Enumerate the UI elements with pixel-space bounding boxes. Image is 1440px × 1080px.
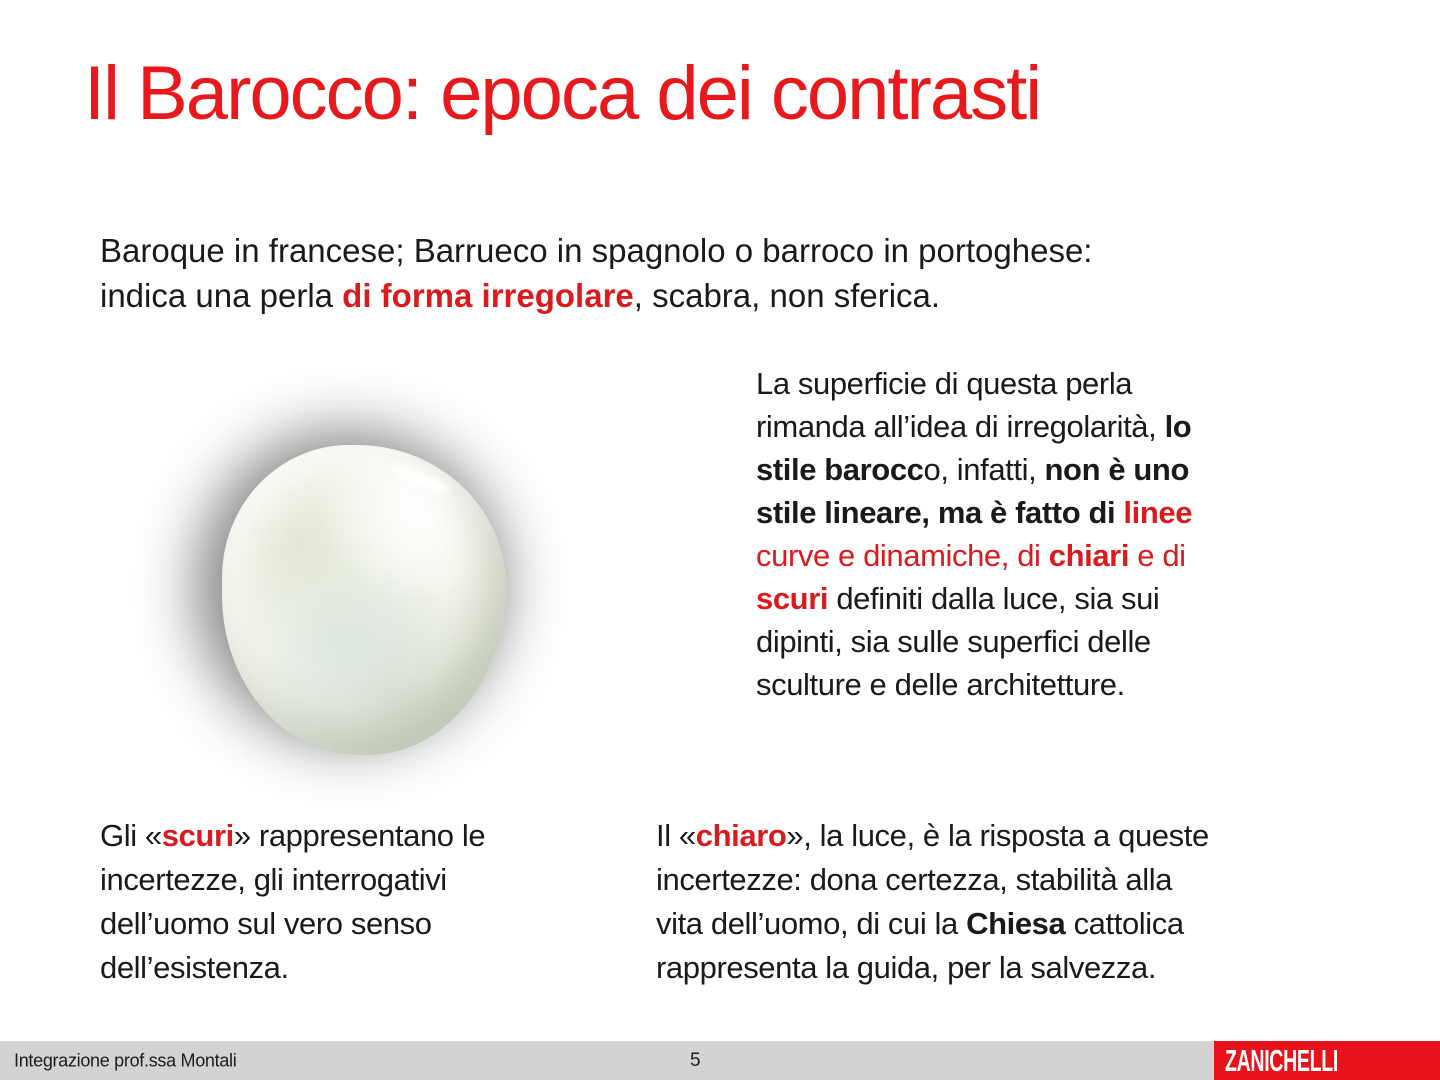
text-line	[656, 814, 1366, 858]
text-line	[100, 228, 1280, 273]
text-line	[100, 273, 1280, 318]
text-segment: definiti dalla luce, sia sui	[828, 581, 1160, 616]
text-segment: Il «	[656, 818, 696, 853]
chiaro-paragraph	[656, 814, 1366, 990]
zanichelli-logo	[1214, 1041, 1440, 1080]
text-line	[656, 902, 1366, 946]
text-segment: incertezze, gli interrogativi	[100, 862, 447, 897]
text-line	[756, 405, 1336, 448]
text-segment: scuri	[161, 818, 234, 853]
text-line	[756, 534, 1336, 577]
text-segment: , scabra, non sferica.	[633, 277, 941, 314]
text-segment: rappresenta la guida, per la salvezza.	[656, 950, 1157, 985]
text-segment: vita dell’uomo, di cui la	[656, 906, 967, 941]
text-line	[756, 362, 1336, 405]
text-segment: chiari	[1048, 538, 1130, 573]
text-segment: sculture e delle architetture.	[756, 667, 1125, 702]
text-line	[656, 858, 1366, 902]
text-line	[100, 946, 600, 990]
scuri-paragraph	[100, 814, 600, 990]
text-line	[756, 663, 1336, 706]
text-line	[100, 902, 600, 946]
pearl-figure	[180, 415, 540, 785]
text-segment: Gli «	[100, 818, 162, 853]
text-segment: La superficie di questa perla	[756, 366, 1133, 401]
text-segment: lo	[1164, 409, 1192, 444]
text-segment: chiaro	[695, 818, 787, 853]
text-line	[756, 577, 1336, 620]
text-segment: incertezze: dona certezza, stabilità alla	[656, 862, 1173, 897]
text-segment: », la luce, è la risposta a queste	[786, 818, 1209, 853]
text-segment: » rappresentano le	[233, 818, 486, 853]
text-segment: stile lineare, ma è fatto di	[756, 495, 1124, 530]
surface-paragraph	[756, 362, 1336, 706]
page-title: Il Barocco: epoca dei contrasti	[84, 51, 1041, 136]
baroque-pearl-image	[222, 445, 506, 755]
text-segment: o, infatti,	[923, 452, 1045, 487]
text-segment: curve e dinamiche, di	[756, 538, 1049, 573]
text-line	[100, 814, 600, 858]
text-line	[756, 620, 1336, 663]
text-segment: dell’esistenza.	[100, 950, 289, 985]
text-line	[656, 946, 1366, 990]
text-segment: stile barocc	[756, 452, 924, 487]
text-segment: Chiesa	[966, 906, 1066, 941]
text-segment: rimanda all’idea di irregolarità,	[756, 409, 1165, 444]
text-line	[100, 858, 600, 902]
text-segment: cattolica	[1065, 906, 1184, 941]
text-segment: e di	[1129, 538, 1186, 573]
intro-paragraph	[100, 228, 1280, 318]
text-segment: dell’uomo sul vero senso	[100, 906, 432, 941]
footer-credit: Integrazione prof.ssa Montali	[14, 1050, 237, 1070]
text-segment: indica una perla	[100, 277, 343, 314]
text-segment: di forma irregolare	[342, 277, 634, 314]
text-segment: Baroque in francese; Barrueco in spagnolo o barroco in portoghese:	[100, 232, 1093, 269]
footer-bar	[0, 1041, 1440, 1080]
zanichelli-logo-text: ZANICHELLI	[1225, 1042, 1338, 1078]
text-segment: scuri	[756, 581, 829, 616]
footer-page-number: 5	[690, 1049, 701, 1071]
text-segment: dipinti, sia sulle superfici delle	[756, 624, 1151, 659]
text-line	[756, 448, 1336, 491]
text-segment: non è uno	[1044, 452, 1189, 487]
text-line	[756, 491, 1336, 534]
text-segment: linee	[1123, 495, 1193, 530]
